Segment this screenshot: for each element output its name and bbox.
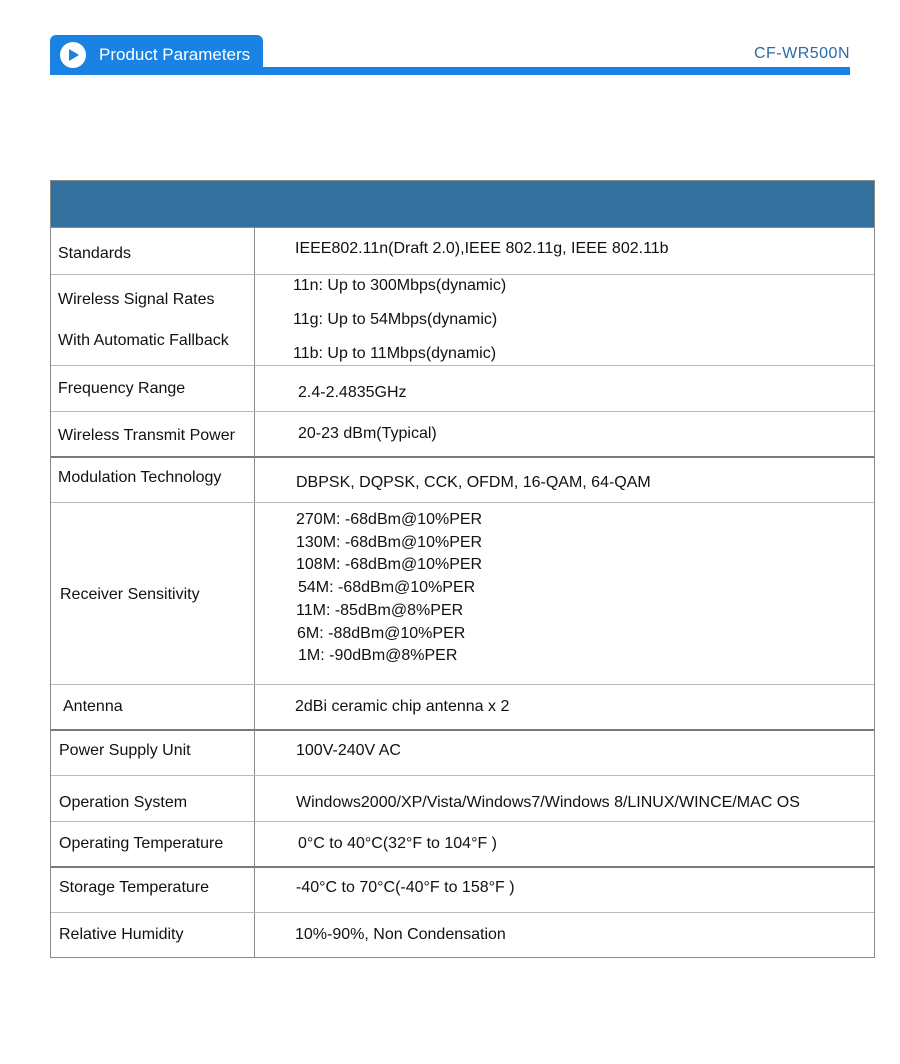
row-label-text: With Automatic Fallback [58,332,229,349]
row-value [255,458,874,502]
row-value-text: 11n: Up to 300Mbps(dynamic) [293,277,507,294]
table-row [51,821,874,866]
table-row [51,411,874,456]
row-value-text: 0°C to 40°C(32°F to 104°F ) [298,835,498,852]
row-value-text: 2.4-2.4835GHz [298,383,407,401]
row-value-text: 100V-240V AC [296,742,401,759]
row-value-text: 11M: -85dBm@8%PER [296,601,464,619]
row-label-text: Operation System [59,793,188,811]
row-label [51,868,255,912]
table-row [51,228,874,274]
table-row [51,365,874,411]
row-value [255,366,874,411]
row-value [255,868,874,912]
row-label [51,458,255,502]
row-label-text: Standards [58,245,131,262]
row-label [51,685,255,729]
row-value [255,275,874,365]
row-value-text: 11g: Up to 54Mbps(dynamic) [293,311,498,328]
row-label [51,503,255,684]
row-label-text: Wireless Signal Rates [58,291,215,308]
row-value [255,412,874,456]
section-title: Product Parameters [99,45,251,64]
row-value-text: 270M: -68dBm@10%PER [296,510,483,528]
play-circle-icon [60,42,86,68]
row-label [51,228,255,274]
row-value-text: 10%-90%, Non Condensation [295,926,506,943]
spec-table [50,180,875,958]
row-value [255,731,874,775]
row-value-text: Windows2000/XP/Vista/Windows7/Windows 8/LINUX/WINCE/MAC OS [296,793,800,811]
row-label-text: Power Supply Unit [59,742,191,759]
section-header [50,35,850,75]
row-value-text: IEEE802.11n(Draft 2.0),IEEE 802.11g, IEEE 802.11b [295,240,669,257]
row-label [51,275,255,365]
row-value [255,228,874,274]
row-label [51,366,255,411]
row-value-text: 6M: -88dBm@10%PER [297,624,466,642]
row-label [51,731,255,775]
header-tab [50,35,263,75]
row-value-text: 1M: -90dBm@8%PER [298,647,458,665]
row-value-text: DBPSK, DQPSK, CCK, OFDM, 16-QAM, 64-QAM [296,474,651,491]
table-row [51,912,874,957]
table-row [51,729,874,775]
table-row [51,775,874,821]
row-label-text: Storage Temperature [59,879,210,896]
row-label [51,913,255,957]
table-row [51,456,874,502]
row-label-text: Modulation Technology [58,469,222,486]
row-value-text: 11b: Up to 11Mbps(dynamic) [293,345,497,362]
row-label-text: Wireless Transmit Power [58,427,235,444]
row-value [255,822,874,866]
row-value [255,913,874,957]
row-label [51,776,255,821]
row-value-text: 130M: -68dBm@10%PER [296,533,483,551]
model-number: CF-WR500N [753,45,850,62]
row-label [51,822,255,866]
row-label-text: Antenna [63,698,123,715]
table-row [51,502,874,684]
row-label [51,412,255,456]
table-banner [51,181,874,228]
row-value-text: 54M: -68dBm@10%PER [298,579,476,597]
row-value-text: -40°C to 70°C(-40°F to 158°F ) [296,879,515,896]
row-label-text: Receiver Sensitivity [60,585,200,603]
row-value [255,503,874,684]
row-label-text: Frequency Range [58,379,186,397]
row-value [255,685,874,729]
row-value-text: 20-23 dBm(Typical) [298,425,437,442]
table-row [51,866,874,912]
table-row [51,684,874,729]
row-label-text: Operating Temperature [59,835,224,852]
row-value-text: 2dBi ceramic chip antenna x 2 [295,698,510,715]
row-label-text: Relative Humidity [59,926,184,943]
row-value-text: 108M: -68dBm@10%PER [296,556,483,574]
table-row [51,274,874,365]
row-value [255,776,874,821]
